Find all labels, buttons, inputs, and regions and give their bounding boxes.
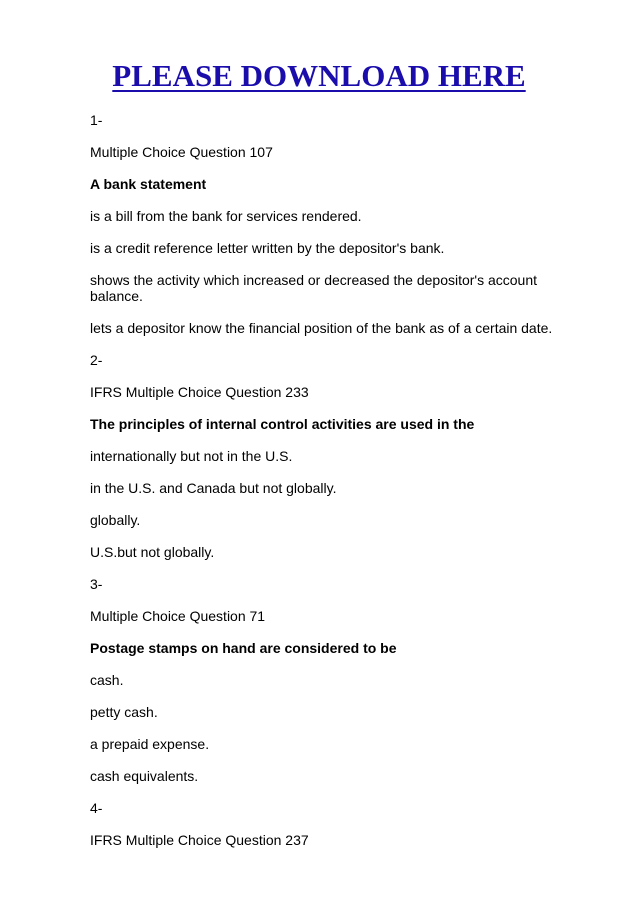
question-list [90, 112, 580, 864]
answer-option: in the U.S. and Canada but not globally. [90, 480, 337, 496]
answer-option: U.S.but not globally. [90, 544, 215, 560]
question-source: Multiple Choice Question 107 [90, 144, 273, 160]
question-source: Multiple Choice Question 71 [90, 608, 266, 624]
question-prompt: The principles of internal control activities are used in the [90, 416, 475, 432]
question-source: IFRS Multiple Choice Question 237 [90, 832, 309, 848]
question-prompt: Postage stamps on hand are considered to be [90, 640, 397, 656]
question-3 [90, 576, 580, 784]
answer-option: cash equivalents. [90, 768, 199, 784]
answer-option: globally. [90, 512, 141, 528]
answer-option: is a credit reference letter written by the depositor's bank. [90, 240, 445, 256]
answer-option: petty cash. [90, 704, 158, 720]
question-prompt: A bank statement [90, 176, 207, 192]
answer-option: a prepaid expense. [90, 736, 210, 752]
answer-option: lets a depositor know the financial position of the bank as of a certain date. [90, 320, 553, 336]
question-number: 2- [90, 352, 103, 368]
answer-option: cash. [90, 672, 124, 688]
question-number: 4- [90, 800, 103, 816]
question-number: 3- [90, 576, 103, 592]
question-2 [90, 352, 580, 560]
answer-option: internationally but not in the U.S. [90, 448, 293, 464]
question-source: IFRS Multiple Choice Question 233 [90, 384, 309, 400]
answer-option: is a bill from the bank for services rendered. [90, 208, 362, 224]
question-1 [90, 112, 580, 336]
download-link[interactable]: PLEASE DOWNLOAD HERE [112, 58, 526, 93]
question-number: 1- [90, 112, 103, 128]
question-4 [90, 800, 580, 848]
answer-option: shows the activity which increased or decreased the depositor's account balance. [90, 272, 538, 304]
